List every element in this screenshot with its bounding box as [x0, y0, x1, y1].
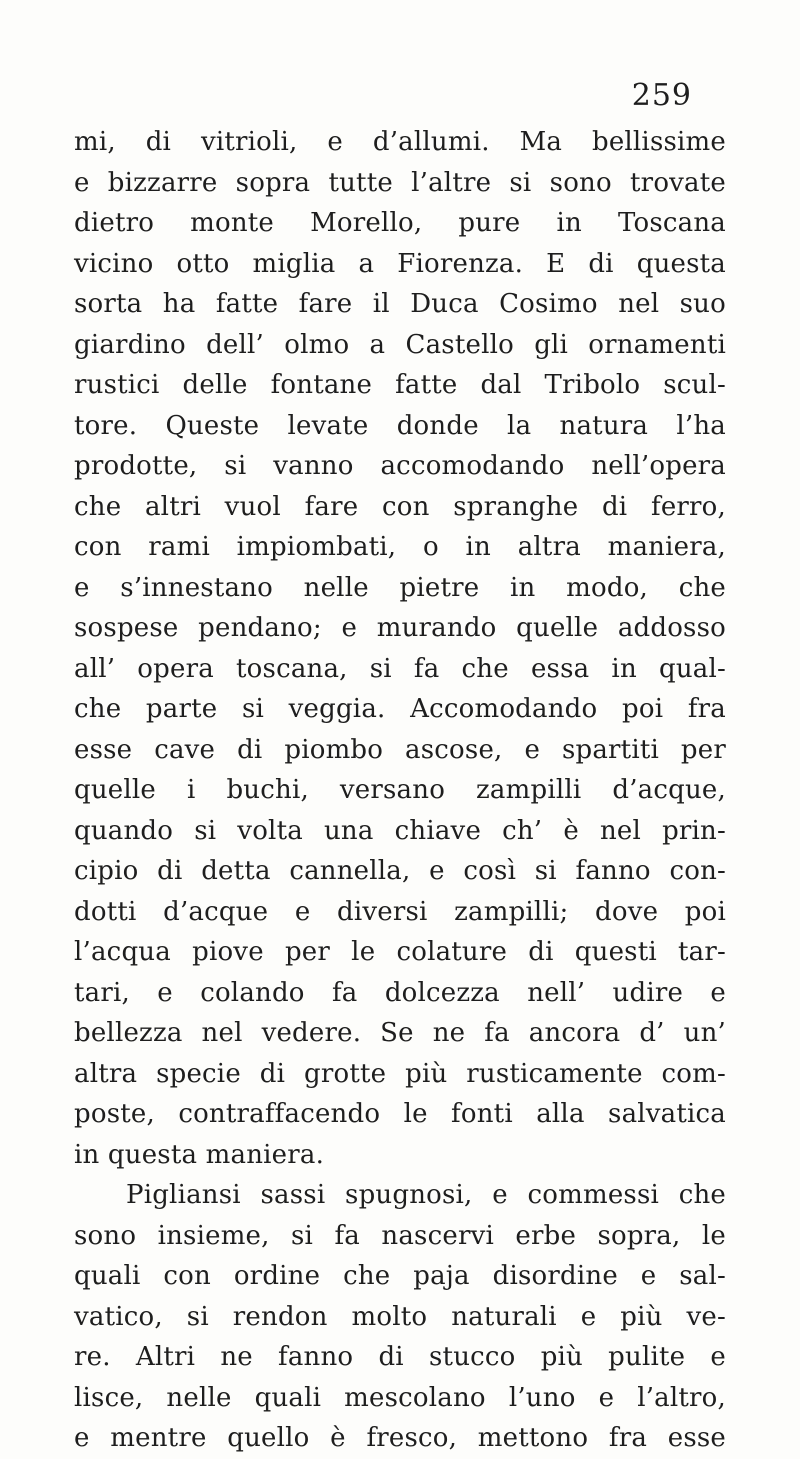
text-line: all’ opera toscana, si fa che essa in qual- — [74, 653, 726, 684]
text-line: rustici delle fontane fatte dal Tribolo scul- — [74, 370, 726, 400]
text-line: tari, e colando fa dolcezza nell’ udire e — [74, 977, 726, 1008]
text-line: cipio di detta cannella, e così si fanno con- — [74, 856, 726, 886]
text-line: e s’innestano nelle pietre in modo, che — [74, 572, 726, 603]
text-line: quali con ordine che paja disordine e sal- — [74, 1261, 726, 1291]
text-line: che altri vuol fare con spranghe di ferro, — [74, 491, 726, 522]
text-line: con rami impiombati, o in altra maniera, — [74, 532, 726, 562]
text-line: prodotte, si vanno accomodando nell’opera — [74, 451, 726, 481]
text-line: mi, di vitrioli, e d’allumi. Ma bellissime — [74, 127, 726, 157]
text-line: tore. Queste levate donde la natura l’ha — [74, 410, 726, 441]
text-line: sospese pendano; e murando quelle addosso — [74, 613, 726, 643]
text-line: vicino otto miglia a Fiorenza. E di questa — [74, 248, 726, 279]
text-line-paragraph-start: Pigliansi sassi spugnosi, e commessi che — [126, 1180, 726, 1210]
text-line: quelle i buchi, versano zampilli d’acque, — [74, 775, 726, 805]
text-line: giardino dell’ olmo a Castello gli ornamenti — [74, 329, 726, 360]
text-line: che parte si veggia. Accomodando poi fra — [74, 694, 726, 724]
text-line: l’acqua piove per le colature di questi tar- — [74, 937, 726, 967]
text-line: sono insieme, si fa nascervi erbe sopra, le — [74, 1220, 726, 1251]
text-line: quando si volta una chiave ch’ è nel prin- — [74, 815, 726, 846]
text-line: poste, contraffacendo le fonti alla salvatica — [74, 1099, 726, 1129]
body-text — [74, 122, 726, 1459]
text-line: lisce, nelle quali mescolano l’uno e l’altro, — [74, 1382, 726, 1413]
page-number: 259 — [631, 78, 692, 113]
text-line: vatico, si rendon molto naturali e più ve- — [74, 1301, 726, 1332]
text-line: e mentre quello è fresco, mettono fra esse — [74, 1423, 726, 1453]
text-line: e bizzarre sopra tutte l’altre si sono trovate — [74, 167, 726, 198]
text-line: re. Altri ne fanno di stucco più pulite e — [74, 1342, 726, 1372]
text-line: sorta ha fatte fare il Duca Cosimo nel suo — [74, 289, 726, 319]
text-line: esse cave di piombo ascose, e spartiti per — [74, 734, 726, 765]
text-line: bellezza nel vedere. Se ne fa ancora d’ un’ — [74, 1018, 726, 1048]
text-line-paragraph-end: in questa maniera. — [74, 1139, 325, 1170]
text-line: dietro monte Morello, pure in Toscana — [74, 208, 726, 238]
text-line: altra specie di grotte più rusticamente com- — [74, 1058, 726, 1089]
text-line: dotti d’acque e diversi zampilli; dove poi — [74, 896, 726, 927]
